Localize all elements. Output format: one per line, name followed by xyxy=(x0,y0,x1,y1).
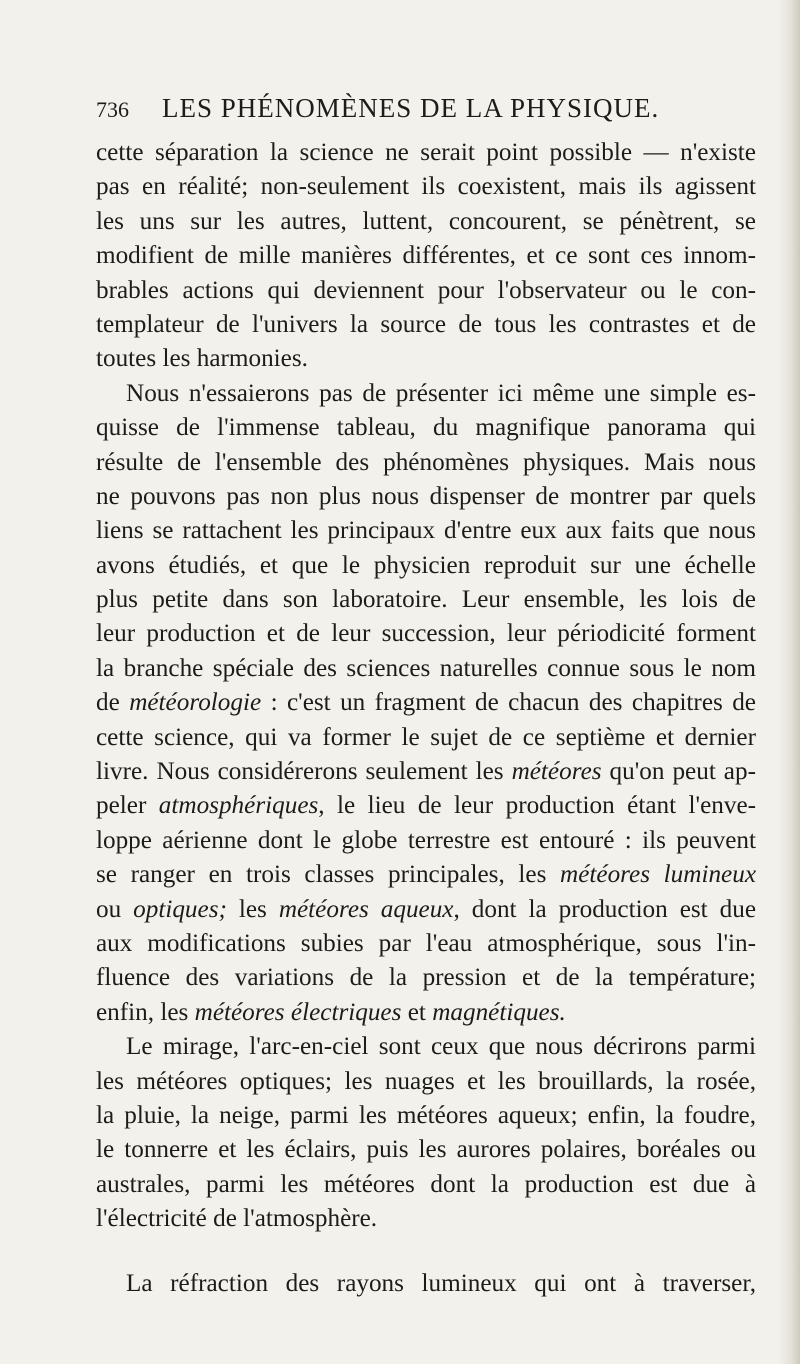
text-line: fluence des variations de la pression et de la température; xyxy=(96,964,756,992)
text-line: peler atmosphériques, le lieu de leur production étant l'enve- xyxy=(96,792,757,820)
italic-term: météores aqueux xyxy=(278,895,454,923)
text-line: loppe aérienne dont le globe terrestre est entouré : ils peuvent xyxy=(96,826,756,854)
text-line: de météorologie : c'est un fragment de chacun des chapitres de xyxy=(96,689,756,717)
text-line: quisse de l'immense tableau, du magnifique panorama qui xyxy=(96,414,756,442)
text-line: les uns sur les autres, luttent, concourent, se pénètrent, se xyxy=(96,207,756,235)
italic-term: magnétiques. xyxy=(432,998,566,1026)
body-text xyxy=(96,136,756,1301)
text-line: l'électricité de l'atmosphère. xyxy=(96,1205,378,1233)
text-line: pas en réalité; non-seulement ils coexistent, mais ils agissent xyxy=(96,173,756,201)
text-line: cette séparation la science ne serait point possible — n'existe xyxy=(96,139,756,166)
text-line: templateur de l'univers la source de tous les contrastes et de xyxy=(96,310,756,338)
text-line: avons étudiés, et que le physicien reproduit sur une échelle xyxy=(96,551,756,579)
text-line: cette science, qui va former le sujet de ce septième et dernier xyxy=(96,723,756,751)
page-number: 736 xyxy=(96,97,129,122)
text-line: La réfraction des rayons lumineux qui ont à traverser, xyxy=(126,1269,756,1297)
text-line: toutes les harmonies. xyxy=(96,345,308,373)
text-line: les météores optiques; les nuages et les brouillards, la rosée, xyxy=(96,1067,756,1095)
text-line: brables actions qui deviennent pour l'observateur ou le con- xyxy=(96,276,756,304)
text-line: livre. Nous considérerons seulement les météores qu'on peut ap- xyxy=(96,758,756,786)
italic-term: atmosphériques xyxy=(158,792,319,820)
italic-term: météores lumineux xyxy=(560,861,756,889)
text-line: la pluie, la neige, parmi les météores aqueux; enfin, la foudre, xyxy=(96,1101,756,1129)
italic-term: optiques; xyxy=(133,895,227,923)
italic-term: météorologie xyxy=(129,689,262,717)
text-line: la branche spéciale des sciences naturelles connue sous le nom xyxy=(96,654,756,682)
text-line: plus petite dans son laboratoire. Leur ensemble, les lois de xyxy=(96,586,756,614)
text-line: liens se rattachent les principaux d'entre eux aux faits que nous xyxy=(96,517,756,545)
text-line: Nous n'essaierons pas de présenter ici même une simple es- xyxy=(126,379,756,407)
running-title: LES PHÉNOMÈNES DE LA PHYSIQUE. xyxy=(162,93,660,123)
page-edge-shadow xyxy=(778,0,800,1364)
text-line: enfin, les météores électriques et magnétiques. xyxy=(96,998,566,1026)
text-line: australes, parmi les météores dont la production est due à xyxy=(96,1170,756,1198)
text-line: aux modifications subies par l'eau atmosphérique, sous l'in- xyxy=(96,929,756,957)
text-line: ne pouvons pas non plus nous dispenser de montrer par quels xyxy=(96,482,756,510)
italic-term: météores xyxy=(511,758,602,786)
text-line: leur production et de leur succession, leur périodicité forment xyxy=(96,620,756,648)
text-line: ou optiques; les météores aqueux, dont la production est due xyxy=(96,895,757,923)
text-line: se ranger en trois classes principales, les météores lumineux xyxy=(96,861,756,889)
text-line: résulte de l'ensemble des phénomènes physiques. Mais nous xyxy=(96,448,756,476)
running-header xyxy=(96,93,756,124)
italic-term: météores électriques xyxy=(194,998,402,1026)
text-line: le tonnerre et les éclairs, puis les aurores polaires, boréales ou xyxy=(96,1136,756,1164)
text-line: Le mirage, l'arc-en-ciel sont ceux que nous décrirons parmi xyxy=(126,1033,756,1061)
text-line: modifient de mille manières différentes, et ce sont ces innom- xyxy=(96,242,756,270)
